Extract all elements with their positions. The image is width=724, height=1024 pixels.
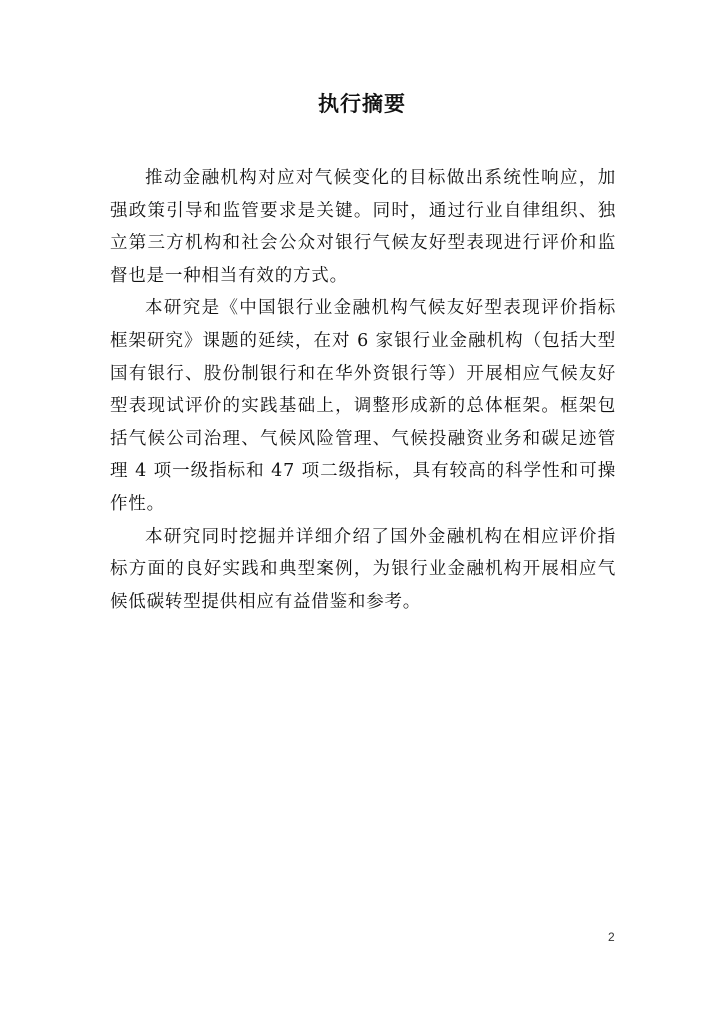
page-title: 执行摘要: [318, 92, 406, 116]
document-body: [110, 162, 616, 618]
paragraph-2: 本研究是《中国银行业金融机构气候友好型表现评价指标框架研究》课题的延续，在对 6 家银行业金融机构（包括大型国有银行、股份制银行和在华外资银行等）开展相应气候友好型表现试评价的实践基础上，调整形成新的总体框架。框架包括气候公司治理、气候风险管理、气候投融资业务和碳足迹管理 4 项一级指标和 47 项二级指标，具有较高的科学性和可操作性。: [110, 298, 616, 514]
paragraph-3: 本研究同时挖掘并详细介绍了国外金融机构在相应评价指标方面的良好实践和典型案例，为银行业金融机构开展相应气候低碳转型提供相应有益借鉴和参考。: [110, 526, 616, 612]
page-number: 2: [608, 930, 615, 944]
paragraph-1: 推动金融机构对应对气候变化的目标做出系统性响应，加强政策引导和监管要求是关键。同时，通过行业自律组织、独立第三方机构和社会公众对银行气候友好型表现进行评价和监督也是一种相当有效的方式。: [110, 168, 616, 286]
